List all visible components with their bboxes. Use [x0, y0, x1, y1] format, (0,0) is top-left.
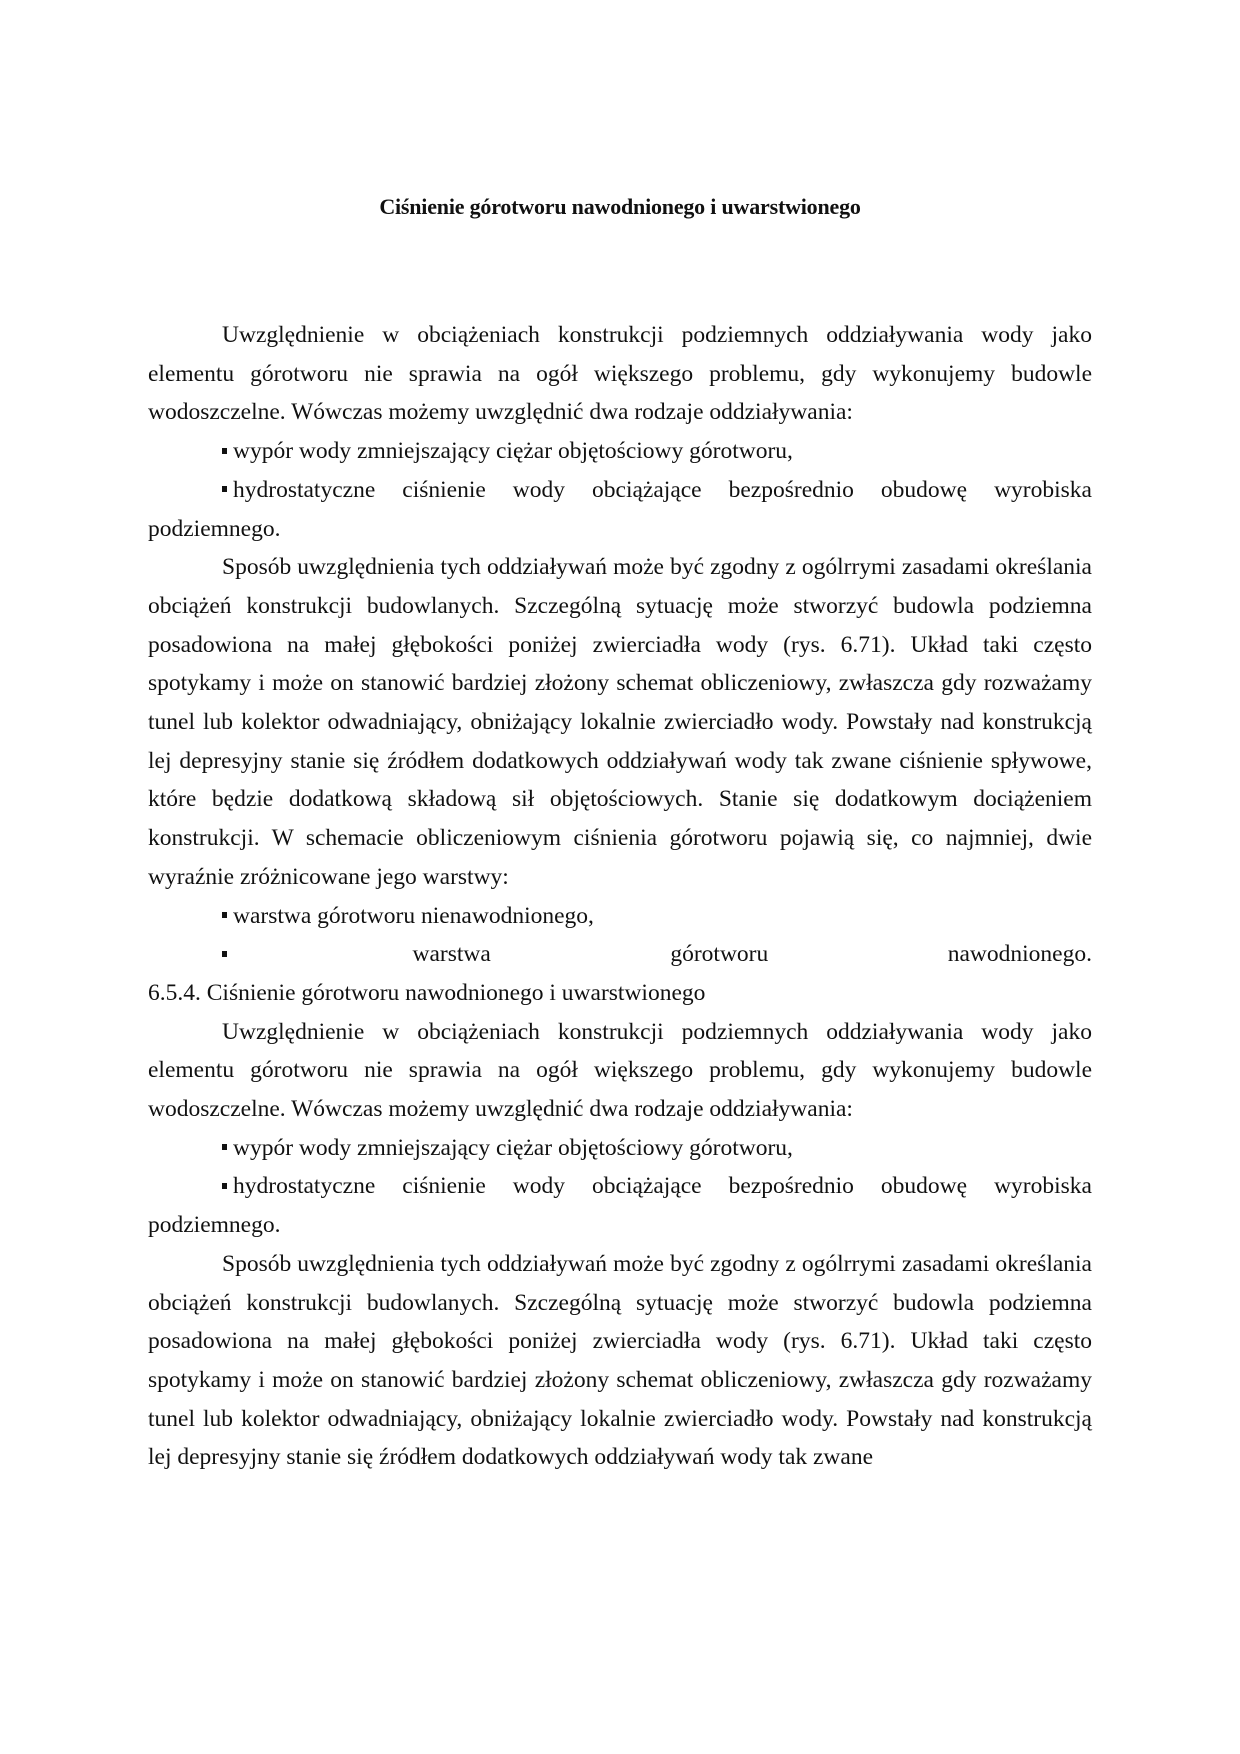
- section1-layer-item: [148, 897, 1092, 936]
- document-title: Ciśnienie górotworu nawodnionego i uwarstwionego: [379, 194, 861, 219]
- bullet-text: wypór wody zmniejszający ciężar objętościowy górotworu,: [233, 438, 793, 465]
- section1-paragraph-2: Sposób uwzględnienia tych oddziaływań może być zgodny z ogólrrymi zasadami określania obciążeń konstrukcji budowlanych. Szczególną sytuację może stworzyć budowla podziemna posadowiona na małej głębokości poniżej zwierciadła wody (rys. 6.71). Układ taki często spotykamy i może on stanowić bardziej złożony schemat obliczeniowy, zwłaszcza gdy rozważamy tunel lub kolektor odwadniający, obniżający lokalnie zwierciadło wody. Powstały nad konstrukcją lej depresyjny stanie się źródłem dodatkowych oddziaływań wody tak zwane ciśnienie spływowe, które będzie dodatkową składową sił objętościowych. Stanie się dodatkowym dociążeniem konstrukcji. W schemacie obliczeniowym ciśnienia górotworu pojawią się, co najmniej, dwie wyraźnie zróżnicowane jego warstwy:: [148, 554, 1092, 890]
- section1-layer-item: [148, 935, 1092, 974]
- section1-bullet-item: [148, 432, 1092, 471]
- bullet-text: hydrostatyczne ciśnienie wody obciążające bezpośrednio obudowę wyrobiska podziemnego.: [148, 476, 1092, 542]
- bullet-square-icon: [222, 1144, 227, 1150]
- bullet-square-icon: [222, 1183, 227, 1189]
- section2-bullet-item: [148, 1167, 1092, 1244]
- section1-bullet-item: [148, 471, 1092, 548]
- bullet-square-icon: [222, 448, 227, 454]
- bullet-text: wypór wody zmniejszający ciężar objętościowy górotworu,: [233, 1134, 793, 1161]
- section1-intro-paragraph: Uwzględnienie w obciążeniach konstrukcji podziemnych oddziaływania wody jako elementu górotworu nie sprawia na ogół większego problemu, gdy wykonujemy budowle wodoszczelne. Wówczas możemy uwzględnić dwa rodzaje oddziaływania:: [148, 322, 1092, 426]
- section2-bullet-item: [148, 1129, 1092, 1168]
- section2-intro-paragraph: Uwzględnienie w obciążeniach konstrukcji podziemnych oddziaływania wody jako elementu górotworu nie sprawia na ogół większego problemu, gdy wykonujemy budowle wodoszczelne. Wówczas możemy uwzględnić dwa rodzaje oddziaływania:: [148, 1018, 1092, 1123]
- bullet-square-icon: [222, 486, 227, 492]
- section-heading: 6.5.4. Ciśnienie górotworu nawodnionego i uwarstwionego: [148, 979, 706, 1006]
- bullet-square-icon: [222, 951, 227, 957]
- bullet-square-icon: [222, 912, 227, 918]
- bullet-text: warstwa górotworu nawodnionego.: [412, 941, 1092, 968]
- section2-paragraph-2: Sposób uwzględnienia tych oddziaływań może być zgodny z ogólrrymi zasadami określania obciążeń konstrukcji budowlanych. Szczególną sytuację może stworzyć budowla podziemna posadowiona na małej głębokości poniżej zwierciadła wody (rys. 6.71). Układ taki często spotykamy i może on stanowić bardziej złożony schemat obliczeniowy, zwłaszcza gdy rozważamy tunel lub kolektor odwadniający, obniżający lokalnie zwierciadło wody. Powstały nad konstrukcją lej depresyjny stanie się źródłem dodatkowych oddziaływań wody tak zwane: [148, 1250, 1092, 1471]
- bullet-text: warstwa górotworu nienawodnionego,: [233, 902, 594, 929]
- document-body: [148, 316, 1092, 1477]
- bullet-text: hydrostatyczne ciśnienie wody obciążające bezpośrednio obudowę wyrobiska podziemnego.: [148, 1173, 1092, 1239]
